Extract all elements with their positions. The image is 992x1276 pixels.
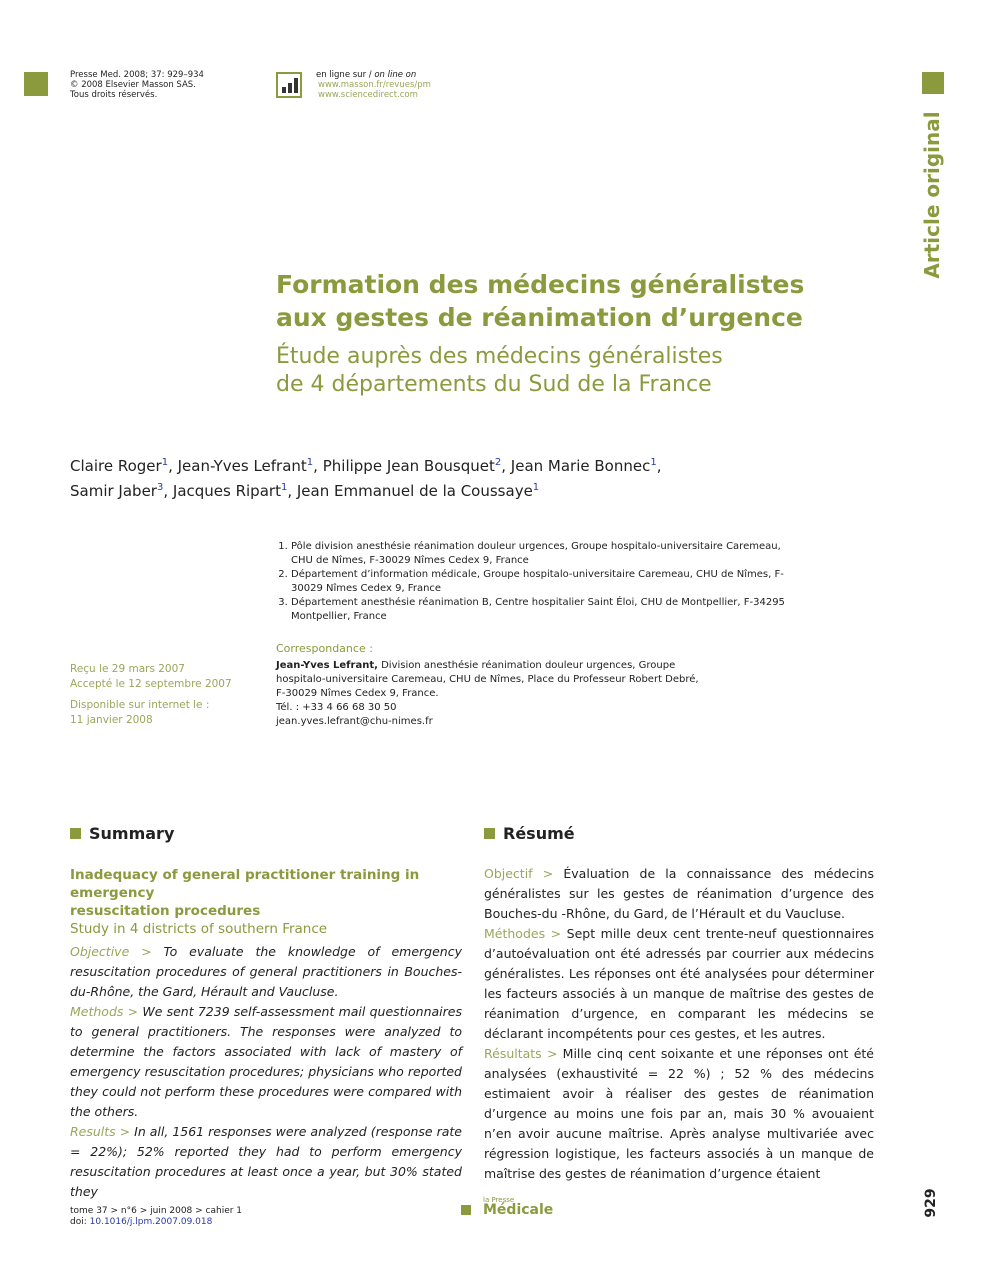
author-name: Jacques Ripart	[172, 482, 281, 500]
section-label-text: Article original	[920, 111, 944, 279]
issue-info: tome 37 > n°6 > juin 2008 > cahier 1	[70, 1206, 243, 1216]
square-bullet-icon	[484, 828, 495, 839]
online-label-fr: en ligne sur /	[316, 70, 375, 80]
copyright: © 2008 Elsevier Masson SAS.	[70, 80, 196, 90]
rights: Tous droits réservés.	[70, 90, 158, 100]
summary-title-line-2: resuscitation procedures	[70, 903, 261, 919]
correspondence-email[interactable]: jean.yves.lefrant@chu-nimes.fr	[276, 716, 433, 727]
summary-results: Results > In all, 1561 responses were analyzed (response rate = 22%); 52% reported they had to perform emergency resuscitation procedures at least once a year, but 30% stated they	[70, 1124, 462, 1199]
logo-small-text: la Presse	[483, 1196, 515, 1204]
correspondence-name: Jean-Yves Lefrant,	[276, 660, 378, 671]
author-affil: 3	[156, 482, 164, 493]
corner-square-left	[24, 72, 48, 96]
subtitle-line-2: de 4 départements du Sud de la France	[276, 372, 712, 397]
summary-title	[70, 866, 462, 938]
online-links	[316, 70, 431, 100]
online-chart-icon	[276, 72, 302, 98]
summary-heading: Summary	[70, 824, 462, 843]
author-affil: 1	[306, 457, 314, 468]
link-masson[interactable]: www.masson.fr/revues/pm	[318, 80, 431, 90]
citation: Presse Med. 2008; 37: 929–934	[70, 70, 204, 80]
summary-title-line-1: Inadequacy of general practitioner training in emergency	[70, 867, 420, 901]
logo-square-icon	[461, 1205, 471, 1215]
affiliation-item: 3. Département anesthésie réanimation B, Centre hospitalier Saint Éloi, CHU de Montpellier, F-34295 Montpellier, France	[291, 596, 786, 624]
author-affil: 1	[161, 457, 169, 468]
author-line-1: Claire Roger$^1$, Jean-Yves Lefrant$^1$, Philippe Jean Bousquet$^2$, Jean Marie Bonnec$^1$,	[70, 457, 662, 475]
corner-square-right	[922, 72, 944, 94]
correspondence-line-3: F-30029 Nîmes Cedex 9, France.	[276, 688, 439, 699]
online-label-en: on line on	[374, 70, 417, 80]
author-name: Jean Emmanuel de la Coussaye	[296, 482, 533, 500]
resume-heading: Résumé	[484, 824, 874, 843]
author-name: Jean Marie Bonnec	[510, 457, 651, 475]
summary-title-line-3: Study in 4 districts of southern France	[70, 921, 328, 937]
resume-methodes: Méthodes > Sept mille deux cent trente-neuf questionnaires d’autoévaluation ont été adressés par courrier aux médecins généralistes. Les réponses ont été analysées pour déterminer les facteurs associés à un manque de maîtrise des gestes de réanimation d’urgence, en comparant les médecins se déclarant incompétents pour ces gestes, et les autres.	[484, 926, 874, 1041]
page-number: 929	[923, 1188, 939, 1218]
author-name: Claire Roger	[70, 457, 162, 475]
article-dates	[70, 662, 232, 728]
summary-methods: Methods > We sent 7239 self-assessment mail questionnaires to general practitioners. The responses were analyzed to determine the factors associated with lack of mastery of emergency resuscitation procedures; physicians who reported they could not perform these procedures were compared with the others.	[70, 1004, 462, 1119]
author-name: Samir Jaber	[70, 482, 157, 500]
correspondence-label: Correspondance :	[276, 642, 373, 655]
correspondence-line-2: hospitalo-universitaire Caremeau, CHU de Nîmes, Place du Professeur Robert Debré,	[276, 674, 699, 685]
author-affil: 1	[280, 482, 288, 493]
author-name: Jean-Yves Lefrant	[177, 457, 307, 475]
masthead-citation	[70, 70, 204, 100]
affiliations	[276, 540, 786, 624]
author-affil: 1	[650, 457, 657, 468]
logo-big-text: Médicale	[483, 1202, 554, 1218]
correspondence-tel: Tél. : +33 4 66 68 30 50	[276, 702, 397, 713]
article-subtitle	[276, 343, 723, 399]
summary-body	[70, 942, 462, 1202]
resume-objectif: Objectif > Évaluation de la connaissance des médecins généralistes sur les gestes de réanimation d’urgence des Bouches-du -Rhône, du Gard, de l’Hérault et du Vaucluse.	[484, 866, 874, 921]
square-bullet-icon	[70, 828, 81, 839]
online-date-label: Disponible sur internet le :	[70, 699, 210, 711]
title-line-2: aux gestes de réanimation d’urgence	[276, 303, 803, 332]
author-affil: 1	[532, 482, 540, 493]
author-list	[70, 452, 662, 502]
link-sciencedirect[interactable]: www.sciencedirect.com	[318, 90, 418, 100]
author-name: Philippe Jean Bousquet	[322, 457, 495, 475]
doi-link[interactable]: 10.1016/j.lpm.2007.09.018	[89, 1217, 213, 1227]
author-line-2: Samir Jaber$^3$, Jacques Ripart$^1$, Jean Emmanuel de la Coussaye$^1$	[70, 482, 540, 500]
article-title	[276, 268, 804, 334]
footer-issue: tome 37 > n°6 > juin 2008 > cahier 1 doi: 10.1016/j.lpm.2007.09.018	[70, 1206, 243, 1227]
affiliation-item: 1. Pôle division anesthésie réanimation douleur urgences, Groupe hospitalo-universitaire Caremeau, CHU de Nîmes, F-30029 Nîmes Cedex 9, France	[291, 540, 786, 568]
received-date: Reçu le 29 mars 2007	[70, 663, 185, 675]
resume-body	[484, 864, 874, 1184]
accepted-date: Accepté le 12 septembre 2007	[70, 678, 232, 690]
section-label	[912, 111, 952, 279]
author-affil: 2	[494, 457, 502, 468]
correspondence: Jean-Yves Lefrant, Division anesthésie réanimation douleur urgences, Groupe hospitalo-universitaire Caremeau, CHU de Nîmes, Place du Professeur Robert Debré, F-30029 Nîmes Cedex 9, France. Tél. : +33 4 66 68 30 50 jean.yves.lefrant@chu-nimes.fr	[276, 659, 706, 729]
summary-objective: Objective > To evaluate the knowledge of emergency resuscitation procedures of general practitioners in Bouches-du-Rhône, the Gard, Hérault and Vaucluse.	[70, 944, 462, 999]
title-line-1: Formation des médecins généralistes	[276, 270, 805, 299]
affiliation-item: 2. Département d’information médicale, Groupe hospitalo-universitaire Caremeau, CHU de Nîmes, F-30029 Nîmes Cedex 9, France	[291, 568, 786, 596]
subtitle-line-1: Étude auprès des médecins généralistes	[276, 344, 723, 369]
online-date: 11 janvier 2008	[70, 714, 153, 726]
resume-resultats: Résultats > Mille cinq cent soixante et une réponses ont été analysées (exhaustivité = 22 %) ; 52 % des médecins estimaient avoir à réaliser des gestes de réanimation d’urgence au moins une fois par an, mais 30 % avouaient n’en avoir aucune maîtrise. Après analyse multivariée avec régression logistique, les facteurs associés à un manque de maîtrise des gestes de réanimation d’urgence étaient	[484, 1046, 874, 1181]
